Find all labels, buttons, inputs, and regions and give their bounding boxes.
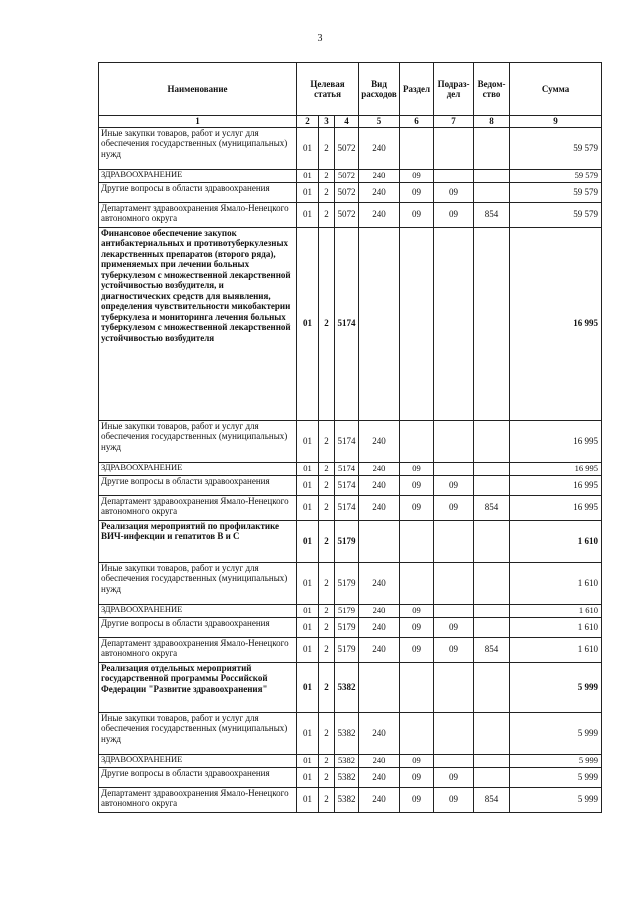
target-direction-code: 5179 — [335, 604, 359, 617]
expense-type-code: 240 — [359, 604, 400, 617]
department-code: 854 — [474, 495, 510, 520]
amount-value: 5 999 — [510, 712, 602, 754]
row-name: Департамент здравоохранения Ямало-Ненецкого автономного округа — [99, 637, 297, 662]
amount-value: 16 995 — [510, 495, 602, 520]
expense-type-code: 240 — [359, 202, 400, 227]
column-number: 9 — [510, 116, 602, 128]
subsection-code: 09 — [434, 495, 474, 520]
row-name: Реализация отдельных мероприятий государственной программы Российской Федерации "Развитие здравоохранения" — [99, 662, 297, 712]
row-name: ЗДРАВООХРАНЕНИЕ — [99, 462, 297, 475]
target-direction-code: 5382 — [335, 767, 359, 787]
table-row — [99, 604, 602, 617]
subsection-code — [434, 604, 474, 617]
header-expense-type: Вид расходов — [359, 63, 400, 116]
target-subprogram-code: 2 — [319, 520, 335, 562]
row-name: Другие вопросы в области здравоохранения — [99, 767, 297, 787]
expense-type-code: 240 — [359, 127, 400, 169]
target-subprogram-code: 2 — [319, 787, 335, 812]
amount-value: 5 999 — [510, 787, 602, 812]
target-direction-code: 5072 — [335, 182, 359, 202]
department-code — [474, 662, 510, 712]
subsection-code — [434, 662, 474, 712]
amount-value: 1 610 — [510, 604, 602, 617]
amount-value: 59 579 — [510, 127, 602, 169]
section-code: 09 — [400, 604, 434, 617]
expense-type-code: 240 — [359, 754, 400, 767]
target-subprogram-code: 2 — [319, 420, 335, 462]
target-program-code: 01 — [297, 754, 319, 767]
subsection-code — [434, 420, 474, 462]
column-number: 8 — [474, 116, 510, 128]
table-row — [99, 182, 602, 202]
table-row — [99, 462, 602, 475]
expense-type-code: 240 — [359, 475, 400, 495]
department-code — [474, 520, 510, 562]
target-program-code: 01 — [297, 182, 319, 202]
section-code: 09 — [400, 182, 434, 202]
department-code — [474, 420, 510, 462]
row-name: Департамент здравоохранения Ямало-Ненецкого автономного округа — [99, 202, 297, 227]
expense-type-code: 240 — [359, 712, 400, 754]
amount-value: 5 999 — [510, 754, 602, 767]
target-subprogram-code: 2 — [319, 767, 335, 787]
column-number: 2 — [297, 116, 319, 128]
row-name: Департамент здравоохранения Ямало-Ненецкого автономного округа — [99, 787, 297, 812]
table-row — [99, 475, 602, 495]
department-code: 854 — [474, 787, 510, 812]
target-direction-code: 5179 — [335, 520, 359, 562]
amount-value: 16 995 — [510, 475, 602, 495]
department-code — [474, 169, 510, 182]
amount-value: 5 999 — [510, 662, 602, 712]
header-row — [99, 63, 602, 116]
expense-type-code: 240 — [359, 562, 400, 604]
section-code — [400, 562, 434, 604]
subsection-code: 09 — [434, 617, 474, 637]
section-code: 09 — [400, 475, 434, 495]
table-row — [99, 712, 602, 754]
target-direction-code: 5174 — [335, 475, 359, 495]
expense-type-code — [359, 520, 400, 562]
section-code — [400, 662, 434, 712]
target-subprogram-code: 2 — [319, 227, 335, 420]
target-program-code: 01 — [297, 787, 319, 812]
section-code: 09 — [400, 787, 434, 812]
target-direction-code: 5072 — [335, 169, 359, 182]
table-row — [99, 754, 602, 767]
table-row — [99, 520, 602, 562]
expense-type-code — [359, 227, 400, 420]
target-subprogram-code: 2 — [319, 562, 335, 604]
table-row — [99, 662, 602, 712]
subsection-code: 09 — [434, 787, 474, 812]
expense-type-code: 240 — [359, 495, 400, 520]
table-row — [99, 227, 602, 420]
subsection-code — [434, 754, 474, 767]
target-direction-code: 5179 — [335, 562, 359, 604]
amount-value: 5 999 — [510, 767, 602, 787]
target-subprogram-code: 2 — [319, 202, 335, 227]
row-name: Иные закупки товаров, работ и услуг для обеспечения государственных (муниципальных) нужд — [99, 127, 297, 169]
row-name: Реализация мероприятий по профилактике ВИЧ-инфекции и гепатитов B и C — [99, 520, 297, 562]
subsection-code — [434, 562, 474, 604]
department-code — [474, 712, 510, 754]
target-program-code: 01 — [297, 227, 319, 420]
row-name: Другие вопросы в области здравоохранения — [99, 475, 297, 495]
amount-value: 1 610 — [510, 617, 602, 637]
department-code — [474, 182, 510, 202]
section-code: 09 — [400, 169, 434, 182]
row-name: Иные закупки товаров, работ и услуг для обеспечения государственных (муниципальных) нужд — [99, 712, 297, 754]
table-row — [99, 420, 602, 462]
subsection-code — [434, 169, 474, 182]
target-subprogram-code: 2 — [319, 637, 335, 662]
column-number: 6 — [400, 116, 434, 128]
target-program-code: 01 — [297, 169, 319, 182]
column-number: 1 — [99, 116, 297, 128]
amount-value: 16 995 — [510, 420, 602, 462]
department-code — [474, 227, 510, 420]
header-department: Ведом-ство — [474, 63, 510, 116]
section-code: 09 — [400, 754, 434, 767]
section-code: 09 — [400, 767, 434, 787]
target-direction-code: 5174 — [335, 462, 359, 475]
row-name: Другие вопросы в области здравоохранения — [99, 182, 297, 202]
header-name: Наименование — [99, 63, 297, 116]
target-direction-code: 5382 — [335, 787, 359, 812]
target-program-code: 01 — [297, 562, 319, 604]
subsection-code: 09 — [434, 182, 474, 202]
header-subsection: Подраз-дел — [434, 63, 474, 116]
department-code — [474, 604, 510, 617]
row-name: Иные закупки товаров, работ и услуг для обеспечения государственных (муниципальных) нужд — [99, 420, 297, 462]
subsection-code: 09 — [434, 637, 474, 662]
expense-type-code: 240 — [359, 787, 400, 812]
department-code — [474, 475, 510, 495]
header-amount: Сумма — [510, 63, 602, 116]
table-row — [99, 562, 602, 604]
target-program-code: 01 — [297, 520, 319, 562]
expense-type-code: 240 — [359, 767, 400, 787]
section-code: 09 — [400, 495, 434, 520]
amount-value: 16 995 — [510, 227, 602, 420]
table-row — [99, 202, 602, 227]
target-direction-code: 5382 — [335, 754, 359, 767]
amount-value: 59 579 — [510, 169, 602, 182]
section-code: 09 — [400, 202, 434, 227]
column-number: 7 — [434, 116, 474, 128]
row-name: Иные закупки товаров, работ и услуг для обеспечения государственных (муниципальных) нужд — [99, 562, 297, 604]
table-row — [99, 787, 602, 812]
expense-type-code: 240 — [359, 637, 400, 662]
target-direction-code: 5174 — [335, 227, 359, 420]
target-direction-code: 5179 — [335, 617, 359, 637]
department-code — [474, 754, 510, 767]
target-subprogram-code: 2 — [319, 712, 335, 754]
expense-type-code: 240 — [359, 617, 400, 637]
target-direction-code: 5179 — [335, 637, 359, 662]
target-program-code: 01 — [297, 637, 319, 662]
column-number: 4 — [335, 116, 359, 128]
expense-type-code: 240 — [359, 182, 400, 202]
target-direction-code: 5174 — [335, 420, 359, 462]
page-number: 3 — [317, 33, 323, 44]
expense-type-code — [359, 662, 400, 712]
table-row — [99, 127, 602, 169]
amount-value: 16 995 — [510, 462, 602, 475]
department-code — [474, 127, 510, 169]
table-row — [99, 495, 602, 520]
target-direction-code: 5072 — [335, 202, 359, 227]
target-subprogram-code: 2 — [319, 475, 335, 495]
target-subprogram-code: 2 — [319, 127, 335, 169]
department-code — [474, 562, 510, 604]
section-code: 09 — [400, 637, 434, 662]
section-code — [400, 127, 434, 169]
header-target-article: Целевая статья — [297, 63, 359, 116]
table-row — [99, 637, 602, 662]
row-name: Финансовое обеспечение закупок антибактериальных и противотуберкулезных лекарственных препаратов (второго ряда), применяемых при лечении больных туберкулезом с множественной лекарственной устойчивостью возбудителя, и диагностических средств для выявления, определения чувствительности микобактерии туберкулеза и мониторинга лечения больных туберкулезом с множественной лекарственной устойчивостью возбудителя — [99, 227, 297, 420]
section-code — [400, 420, 434, 462]
target-subprogram-code: 2 — [319, 182, 335, 202]
section-code — [400, 520, 434, 562]
target-subprogram-code: 2 — [319, 604, 335, 617]
target-program-code: 01 — [297, 495, 319, 520]
subsection-code — [434, 127, 474, 169]
target-program-code: 01 — [297, 462, 319, 475]
amount-value: 1 610 — [510, 562, 602, 604]
department-code — [474, 462, 510, 475]
table-row — [99, 169, 602, 182]
row-name: ЗДРАВООХРАНЕНИЕ — [99, 754, 297, 767]
table-row — [99, 617, 602, 637]
column-number: 3 — [319, 116, 335, 128]
target-subprogram-code: 2 — [319, 462, 335, 475]
department-code: 854 — [474, 637, 510, 662]
subsection-code — [434, 712, 474, 754]
table-row — [99, 767, 602, 787]
subsection-code: 09 — [434, 767, 474, 787]
subsection-code — [434, 227, 474, 420]
department-code — [474, 617, 510, 637]
amount-value: 1 610 — [510, 637, 602, 662]
row-name: Департамент здравоохранения Ямало-Ненецкого автономного округа — [99, 495, 297, 520]
section-code — [400, 712, 434, 754]
section-code: 09 — [400, 462, 434, 475]
target-program-code: 01 — [297, 475, 319, 495]
expense-type-code: 240 — [359, 169, 400, 182]
subsection-code — [434, 462, 474, 475]
column-number: 5 — [359, 116, 400, 128]
amount-value: 59 579 — [510, 182, 602, 202]
target-direction-code: 5382 — [335, 662, 359, 712]
header-section: Раздел — [400, 63, 434, 116]
target-direction-code: 5174 — [335, 495, 359, 520]
target-program-code: 01 — [297, 712, 319, 754]
target-subprogram-code: 2 — [319, 754, 335, 767]
target-subprogram-code: 2 — [319, 617, 335, 637]
target-program-code: 01 — [297, 767, 319, 787]
row-name: ЗДРАВООХРАНЕНИЕ — [99, 169, 297, 182]
target-program-code: 01 — [297, 604, 319, 617]
target-subprogram-code: 2 — [319, 662, 335, 712]
expense-type-code: 240 — [359, 462, 400, 475]
budget-table — [98, 62, 602, 813]
target-program-code: 01 — [297, 617, 319, 637]
amount-value: 59 579 — [510, 202, 602, 227]
expense-type-code: 240 — [359, 420, 400, 462]
target-direction-code: 5382 — [335, 712, 359, 754]
row-name: ЗДРАВООХРАНЕНИЕ — [99, 604, 297, 617]
section-code — [400, 227, 434, 420]
target-direction-code: 5072 — [335, 127, 359, 169]
department-code — [474, 767, 510, 787]
target-program-code: 01 — [297, 127, 319, 169]
amount-value: 1 610 — [510, 520, 602, 562]
target-program-code: 01 — [297, 662, 319, 712]
subsection-code: 09 — [434, 202, 474, 227]
target-subprogram-code: 2 — [319, 495, 335, 520]
row-name: Другие вопросы в области здравоохранения — [99, 617, 297, 637]
subsection-code: 09 — [434, 475, 474, 495]
subsection-code — [434, 520, 474, 562]
target-subprogram-code: 2 — [319, 169, 335, 182]
target-program-code: 01 — [297, 420, 319, 462]
section-code: 09 — [400, 617, 434, 637]
column-number-row — [99, 116, 602, 128]
department-code: 854 — [474, 202, 510, 227]
target-program-code: 01 — [297, 202, 319, 227]
